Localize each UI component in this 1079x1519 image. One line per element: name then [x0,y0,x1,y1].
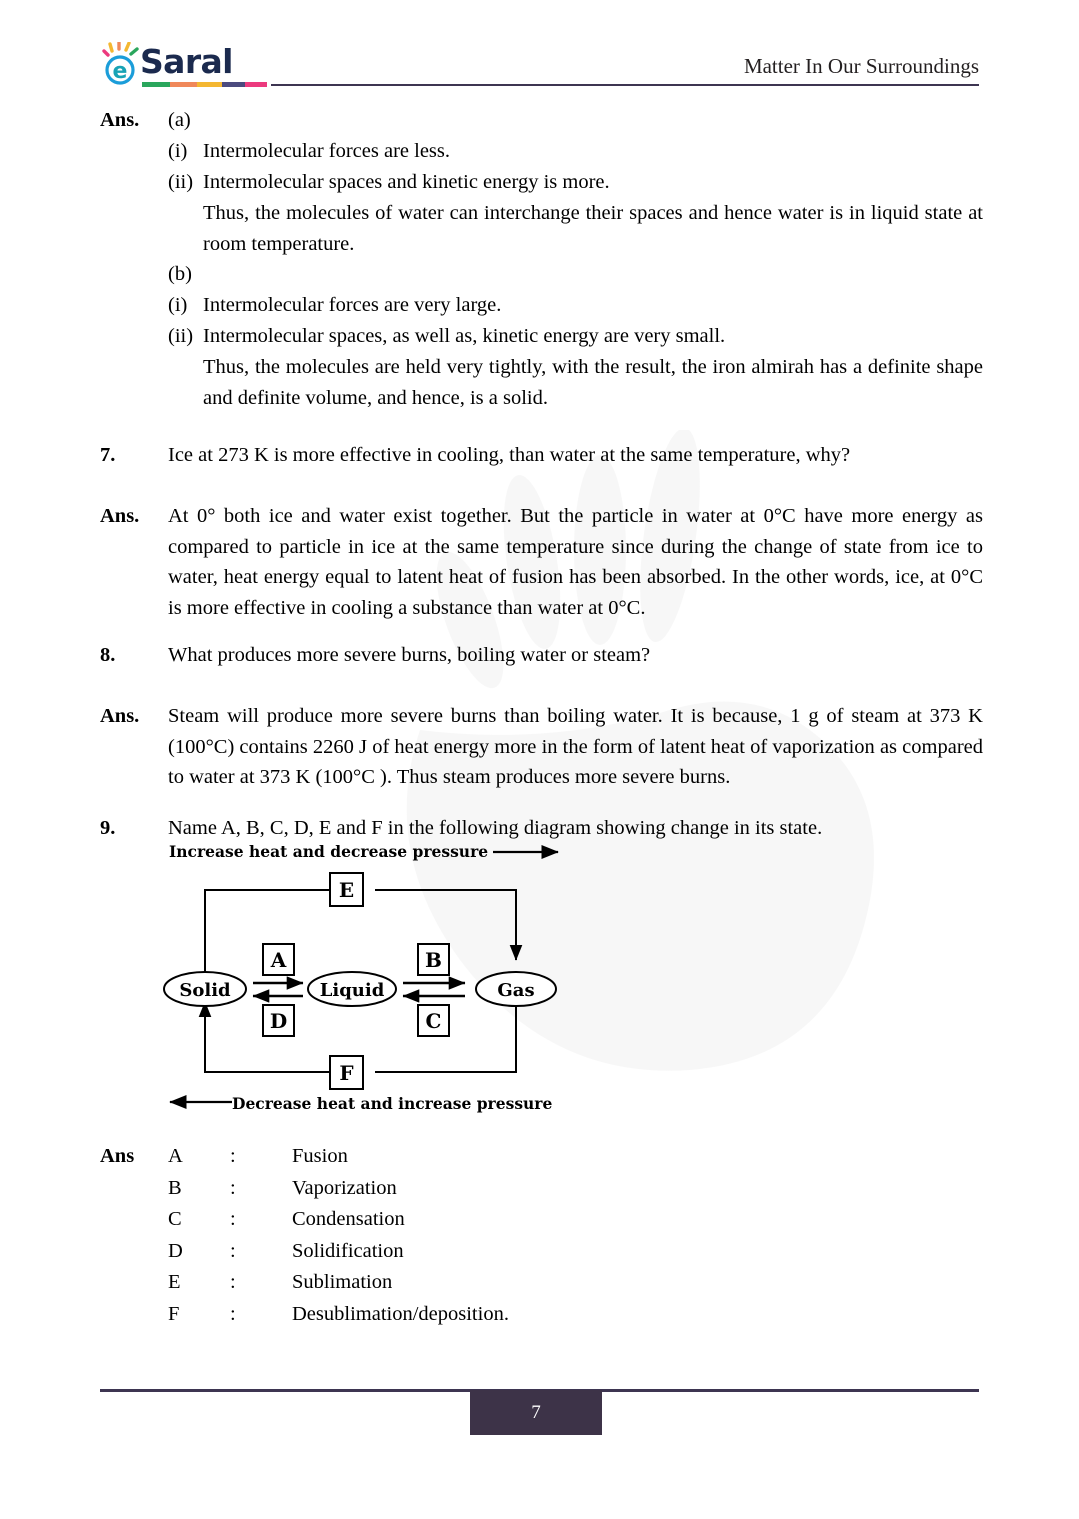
answer-7-label: Ans. [100,505,140,527]
answer-key-c-value: Condensation [292,1208,405,1230]
answer-key-row-e [100,1271,509,1303]
answer-8-label: Ans. [100,705,140,727]
box-D-label: D [269,1009,288,1033]
answer-label-6: Ans. [100,109,140,131]
esaral-logo[interactable] [100,42,270,94]
answer-key-c-colon: : [230,1208,236,1230]
state-change-diagram [160,840,590,1115]
esaral-logo-icon [100,42,144,86]
esaral-logo-underline-bar [142,82,267,87]
b-ii-marker: (ii) [168,325,194,347]
answer-key-row-a [100,1145,509,1177]
question-8-number: 8. [100,644,116,666]
box-A-label: A [270,948,287,972]
question-9-text: Name A, B, C, D, E and F in the following diagram showing change in its state. [168,817,823,839]
question-7-text: Ice at 273 K is more effective in cooling, than water at the same temperature, why? [168,444,851,466]
answer-key-e-key: E [168,1271,181,1293]
part-a-label: (a) [168,109,191,131]
answer-key-c-key: C [168,1208,182,1230]
diagram-bottom-label-text: Decrease heat and increase pressure [232,1094,553,1113]
a-ii-text: Intermolecular spaces and kinetic energy is more. [203,171,610,193]
page-footer [0,1389,1079,1459]
chapter-title: Matter In Our Surroundings [743,54,979,78]
b-i-text: Intermolecular forces are very large. [203,294,502,316]
answer-key-row-d [100,1240,509,1272]
answer-key-f-value: Desublimation/deposition. [292,1302,509,1325]
box-B-label: B [425,948,442,972]
answer-key-row-b [100,1177,509,1209]
question-7-number: 7. [100,444,116,466]
svg-text:e: e [112,59,128,84]
b-ii-text: Intermolecular spaces, as well as, kinetic energy are very small. [203,325,726,347]
box-E-label: E [338,878,355,902]
state-node-gas-label: Gas [497,980,535,1001]
answer-key-b-value: Vaporization [292,1176,397,1199]
answer-key-e-value: Sublimation [292,1271,393,1293]
a-i-text: Intermolecular forces are less. [203,140,451,162]
state-node-solid-label: Solid [179,980,231,1001]
answer-key-d-key: D [168,1239,183,1262]
box-F-label: F [339,1061,354,1085]
b-i-marker: (i) [168,294,188,316]
answer-key-row-f [100,1303,509,1335]
state-change-diagram-svg [160,840,590,1115]
header-divider [271,84,979,86]
page-number-badge: 7 [470,1390,602,1435]
answer-key-d-value: Solidification [292,1239,404,1262]
a-ii-marker: (ii) [168,171,194,193]
answer-key-f-key: F [168,1302,180,1325]
question-9-number: 9. [100,817,116,839]
answer-key-b-colon: : [230,1176,236,1199]
state-node-liquid-label: Liquid [319,980,385,1001]
answer-key-list [100,1145,509,1334]
box-C-label: C [425,1009,442,1033]
a-note-text: Thus, the molecules of water can interchange their spaces and hence water is in liquid state at room temperature. [203,202,983,255]
part-b-label: (b) [168,263,192,285]
esaral-logo-text: Saral [140,42,233,81]
answer-key-a-key: A [168,1145,183,1167]
a-i-marker: (i) [168,140,188,162]
answer-key-a-value: Fusion [292,1145,348,1167]
answer-key-row-c [100,1208,509,1240]
answer-key-a-colon: : [230,1145,236,1167]
diagram-top-label-text: Increase heat and decrease pressure [169,842,489,861]
answer-8-text: Steam will produce more severe burns than boiling water. It is because, 1 g of steam at 373 K (100°C) contains 2260 J of heat energy more in the form of latent heat of vaporization as compared to water at 373 K (100°C ). Thus steam produces more severe burns. [168,705,983,789]
answer-key-b-key: B [168,1176,182,1199]
answer-key-f-colon: : [230,1302,236,1325]
answer-key-d-colon: : [230,1239,236,1262]
answer-key-label: Ans [100,1145,135,1167]
answer-key-e-colon: : [230,1271,236,1293]
b-note-text: Thus, the molecules are held very tightly, with the result, the iron almirah has a definite shape and definite volume, and hence, is a solid. [203,356,983,409]
answer-7-text: At 0° both ice and water exist together. But the particle in water at 0°C have more energy as compared to particle in ice at the same temperature since during the change of state from ice to water, heat energy equal to latent heat of fusion has been absorbed. In the other words, ice, at 0°C is more effective in cooling a substance than water at 0°C. [168,505,983,619]
question-8-text: What produces more severe burns, boiling water or steam? [168,644,651,666]
page-header [0,0,1079,100]
